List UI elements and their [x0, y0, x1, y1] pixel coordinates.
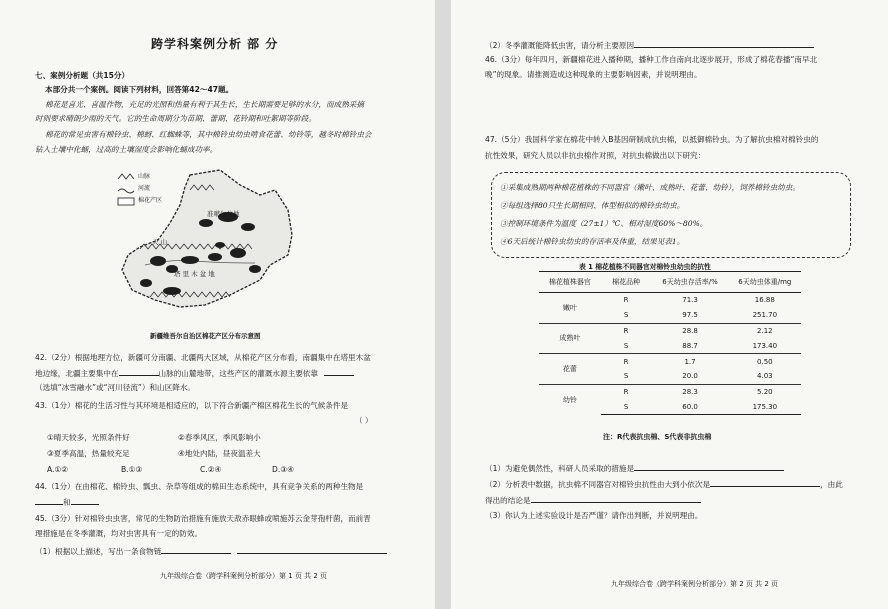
legend-river-label: 河流 [138, 185, 151, 192]
table-row [539, 323, 801, 338]
q47-line-2: 抗性效果，研究人员以非抗虫棉作对照，对抗虫棉做出以下研究： [485, 151, 706, 160]
q43-option-1: ①晴天较多，光照条件好 [47, 433, 130, 442]
q43-option-2: ②春季风区，季风影响小 [178, 433, 261, 442]
table-cell: 5.20 [729, 384, 801, 399]
table-cell: 20.0 [682, 372, 698, 381]
map-caption: 新疆维吾尔自治区棉花产区分布示意图 [150, 332, 261, 340]
q42-line-1: 42.（2分）根据地理方位，新疆可分南疆、北疆两大区域，从棉花产区分布看，南疆集中在塔里木盆 [35, 353, 371, 362]
q45-sub2-blank[interactable] [634, 39, 814, 48]
q46-line-1: 46.（3分）每年四月，新疆棉花进入播种期，播种工作自南向北逐步展开，形成了棉花春播“南早北 [485, 55, 818, 64]
table-cell: 2.12 [729, 323, 801, 338]
section-intro: 本部分共一个案例。阅读下列材料，回答第42～47题。 [45, 85, 234, 94]
q46-line-2: 晚”的现象。请推测造成这种现象的主要影响因素，并说明理由。 [485, 70, 702, 79]
xinjiang-cotton-map [110, 165, 320, 340]
table-header-row [539, 272, 801, 293]
material-paragraph-1-line-1: 棉花是喜光、喜温作物，充足的光照和热量有利于其生长，生长期需要足够的水分，而成熟采摘 [45, 100, 364, 109]
table-header-weight: 6天幼虫体重/mg [729, 272, 801, 293]
table-caption: 表 1 棉花植株不同器官对棉铃虫幼虫的抗性 [579, 263, 711, 271]
table-cell: 4.03 [757, 372, 773, 381]
experiment-step-4: ④6天后统计棉铃虫幼虫的存活率及体重，结果见表1。 [500, 237, 685, 246]
map-label-tarim-basin: 塔 里 木 盆 地 [174, 270, 215, 278]
q47-sub2-blank-1[interactable] [710, 478, 820, 487]
q43-choice-d[interactable]: D.③④ [272, 465, 294, 474]
mountain-icon [118, 174, 134, 179]
exam-page-2 [451, 0, 888, 609]
table-organ-cell: 幼铃 [539, 384, 601, 415]
river-icon [118, 189, 134, 193]
table-cell: 88.7 [682, 341, 698, 350]
q47-sub-2-line-2: 得出的结论是 [485, 494, 701, 506]
table-header-survival: 6天幼虫存活率/% [651, 272, 728, 293]
q45-sub1-blank-2[interactable] [237, 545, 387, 554]
q44-line-1: 44.（1分）在由棉花、棉铃虫、瓢虫、杂草等组成的棉田生态系统中，具有竞争关系的两种生物是 [35, 482, 364, 491]
table-cell: 1.7 [651, 354, 728, 369]
table-cell: R [601, 384, 652, 399]
table-cell: 251.70 [752, 311, 778, 320]
q47-sub2-blank-2[interactable] [531, 494, 701, 503]
q47-sub1-blank[interactable] [634, 462, 784, 471]
table-cell: 0.50 [729, 354, 801, 369]
table-header-variety: 棉花品种 [601, 272, 652, 293]
table-header-organ: 棉花植株器官 [539, 272, 601, 293]
table-cell: 175.30 [729, 400, 801, 415]
table-row [539, 293, 801, 308]
experiment-steps-box [491, 172, 851, 258]
cotton-area-icon [118, 198, 134, 205]
q45-line-2: 理措施是在冬季灌溉，均对虫害具有一定的防效。 [35, 529, 203, 538]
q44-line-2: 和 [35, 496, 99, 508]
table-organ-cell: 花蕾 [539, 354, 601, 385]
q42-line-3: （选填“冰雪融水”或“河川径流”）和山区降水。 [35, 383, 196, 392]
q42-blank-1[interactable] [119, 367, 159, 376]
table-cell: 173.40 [752, 341, 778, 350]
table-cell: S [601, 400, 652, 415]
experiment-step-1: ①采集成熟期两种棉花植株的不同器官（嫩叶、成熟叶、花蕾、幼铃），饲养棉铃虫幼虫。 [500, 183, 800, 192]
legend-cotton-label: 棉花产区 [138, 197, 163, 204]
table-note: 注：R代表抗虫棉、S代表非抗虫棉 [603, 433, 712, 441]
page-title: 跨学科案例分析 部 分 [151, 37, 279, 51]
page-footer-2: 九年级综合卷（跨学科案例分析部分）第 2 页 共 2 页 [611, 580, 779, 588]
table-cell: 60.0 [651, 400, 728, 415]
material-paragraph-1-line-2: 时则要求晴朗少雨的天气。它的生命周期分为苗期、蕾期、花铃期和吐絮期等阶段。 [35, 114, 316, 123]
experiment-step-2: ②每组选择80只生长期相同、体型相似的棉铃虫幼虫。 [500, 201, 685, 210]
map-legend [118, 174, 134, 205]
table-cell: S [623, 341, 629, 350]
q45-sub1-blank[interactable] [161, 545, 231, 554]
map-label-tianshan: 天 山 [152, 238, 168, 246]
section-header: 七、案例分析题（共15分） [35, 71, 130, 80]
material-paragraph-2-line-2: 钻入土壤中化蛹，过高的土壤湿度会影响化蛹成功率。 [35, 145, 218, 154]
table-cell: 28.3 [651, 384, 728, 399]
table-cell: 71.3 [682, 296, 698, 305]
table-row [539, 354, 801, 369]
table-cell: 97.5 [682, 311, 698, 320]
q45-sub-1: （1）根据以上描述，写出一条食物链 [35, 545, 387, 557]
resistance-table [539, 271, 801, 415]
q43-line-1: 43.（1分）棉花的生活习性与其环境是相适应的，以下符合新疆产棉区棉花生长的气候条件是 [35, 401, 349, 410]
q44-blank-2[interactable] [71, 496, 99, 505]
q47-sub-2-line-1: （2）分析表中数据，抗虫棉不同器官对棉铃虫抗性由大到小依次是 ，由此 [485, 480, 843, 489]
q47-line-1: 47.（5分）我国科学家在棉花中转入B基因研制成抗虫棉，以抵御棉铃虫。为了解抗虫棉对棉铃虫的 [485, 135, 819, 144]
legend-mountain-label: 山脉 [138, 173, 151, 180]
table-cell: 28.8 [651, 323, 728, 338]
q42-blank-2[interactable] [324, 367, 354, 376]
q43-option-3: ③夏季高温，热量较充足 [47, 449, 130, 458]
q43-option-4: ④地处内陆，昼夜温差大 [178, 449, 261, 458]
material-paragraph-2-line-1: 棉花的常见虫害有棉铃虫、棉蚜、红蜘蛛等，其中棉铃虫幼虫啃食花蕾、幼铃等，越冬时棉铃虫会 [45, 130, 372, 139]
table-cell: 16.88 [754, 296, 775, 305]
table-organ-cell: 嫩叶 [562, 303, 577, 312]
q47-sub-1: （1）为避免偶然性，科研人员采取的措施是 [485, 462, 784, 474]
table-cell: R [601, 323, 652, 338]
table-row [539, 384, 801, 399]
table-organ-cell: 成熟叶 [539, 323, 601, 354]
table-cell: S [623, 372, 629, 381]
table-cell: R [623, 296, 629, 305]
q43-choice-b[interactable]: B.①③ [121, 465, 143, 474]
table-cell: S [623, 311, 629, 320]
map-label-junggar-basin: 准噶尔盆地 [207, 210, 240, 218]
q45-sub-2: （2）冬季灌溉能降低虫害，请分析主要原因 [485, 39, 814, 51]
q42-line-2: 地边缘，北疆主要集中在 山脉的山麓地带，这些产区的灌溉水源主要依靠 [35, 367, 354, 379]
q47-sub-3: （3）你认为上述实验设计是否严谨？请作出判断，并说明理由。 [485, 511, 703, 520]
q43-choice-a[interactable]: A.①② [47, 465, 69, 474]
q44-blank-1[interactable] [35, 496, 63, 505]
experiment-step-3: ③控制环境条件为温度（27±1）℃、相对湿度60%～80%。 [500, 219, 708, 228]
page-footer-1: 九年级综合卷（跨学科案例分析部分）第 1 页 共 2 页 [160, 572, 328, 580]
q45-line-1: 45.（3分）针对棉铃虫虫害，常见的生物防治措施有施放天敌赤眼蜂或喷施苏云金芽孢杆菌，而前晋 [35, 514, 371, 523]
exam-page-1 [0, 0, 435, 609]
table-cell: R [601, 354, 652, 369]
q43-answer-paren[interactable]: （ ） [355, 416, 373, 425]
q43-choice-c[interactable]: C.②④ [200, 465, 222, 474]
